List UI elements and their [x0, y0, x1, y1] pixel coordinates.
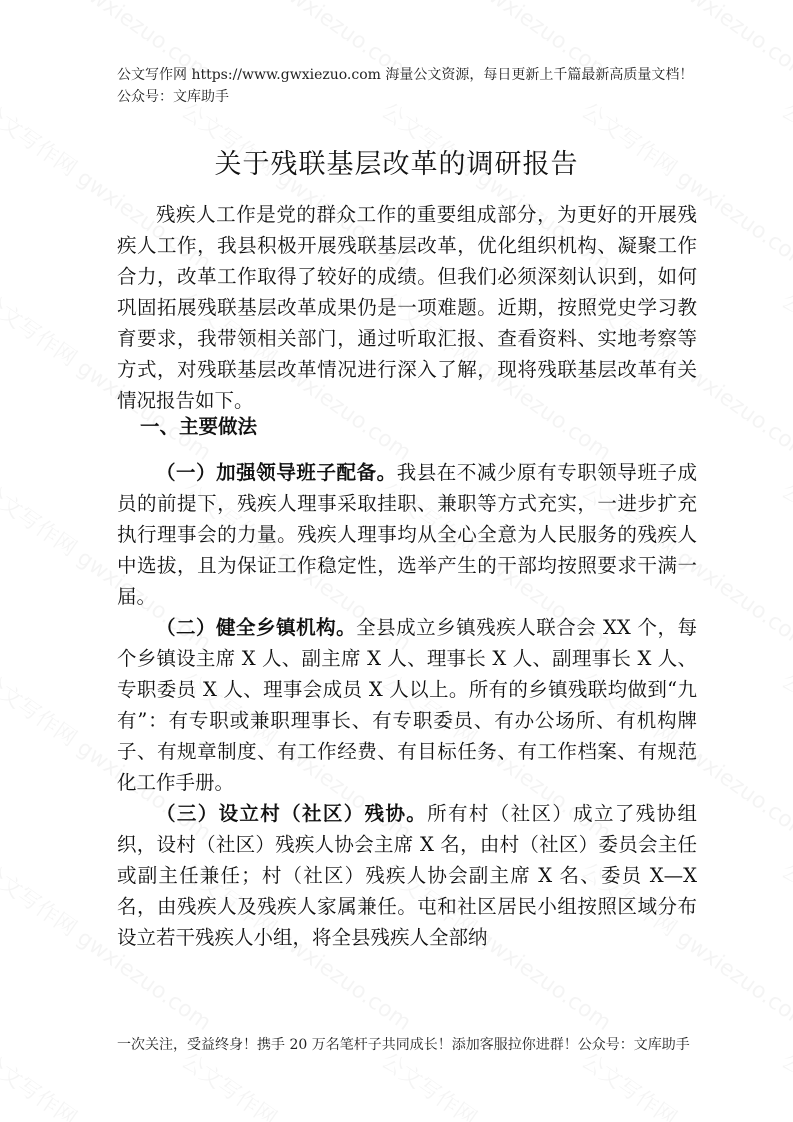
- section-heading: 一、主要做法: [140, 415, 258, 438]
- watermark-text: [776, 854, 793, 1037]
- paragraph-lead: （二）健全乡镇机构。: [156, 616, 357, 639]
- watermark-text: [776, 94, 793, 277]
- footer-note: 一次关注，受益终身！携手 20 万名笔杆子共同成长！添加客服拉你进群！公众号：文库助手: [117, 1037, 690, 1053]
- paragraph-item-1: [117, 457, 697, 612]
- page-title: 关于残联基层改革的调研报告: [214, 149, 579, 180]
- intro-paragraph: 残疾人工作是党的群众工作的重要组成部分，为更好的开展残疾人工作，我县积极开展残联基层改革，优化组织机构、凝聚工作合力，改革工作取得了较好的成绩。但我们必须深刻认识到，如何巩固拓展残联基层改革成果仍是一项难题。近期，按照党史学习教育要求，我带领相关部门，通过听取汇报、查看资料、实地考察等方式，对残联基层改革情况进行深入了解，现将残联基层改革有关情况报告如下。: [117, 203, 697, 412]
- paragraph-lead: （三）设立村（社区）残协。: [156, 802, 428, 825]
- paragraph-item-3: [117, 798, 697, 953]
- paragraph-lead: （一）加强领导班子配备。: [156, 461, 397, 484]
- watermark-text: [776, 0, 793, 87]
- header-note: 公文写作网 https://www.gwxiezuo.com 海量公文资源，每日更新上千篇最新高质量文档！ 公众号：文库助手: [117, 67, 694, 105]
- paragraph-text: 所有村（社区）成立了残协组织，设村（社区）残疾人协会主席 X 名，由村（社区）委员会主任或副主任兼任；村（社区）残疾人协会副主席 X 名、委员 X—X 名，由残疾人及残疾人家属兼任。屯和社区居民小组按照区域分布设立若干残疾人小组，将全县残疾人全部纳: [117, 802, 697, 949]
- watermark-text: [776, 474, 793, 657]
- paragraph-text: 全县成立乡镇残疾人联合会 XX 个，每个乡镇设主席 X 人、副主席 X 人、理事长 X 人、副理事长 X 人、专职委员 X 人、理事会成员 X 人以上。所有的乡镇残联均做到“九有”：有专职或兼职理事长、有专职委员、有办公场所、有机构牌子、有规章制度、有工作经费、有目标任务、有工作档案、有规范化工作手册。: [117, 616, 697, 794]
- watermark-text: [776, 664, 793, 847]
- watermark-text: [776, 284, 793, 467]
- watermark-text: [776, 1044, 793, 1122]
- paragraph-item-2: [117, 612, 697, 798]
- paragraph-text: 我县在不减少原有专职领导班子成员的前提下，残疾人理事采取挂职、兼职等方式充实，一进步扩充执行理事会的力量。残疾人理事均从全心全意为人民服务的残疾人中选拔，且为保证工作稳定性，选举产生的干部均按照要求干满一届。: [117, 461, 697, 608]
